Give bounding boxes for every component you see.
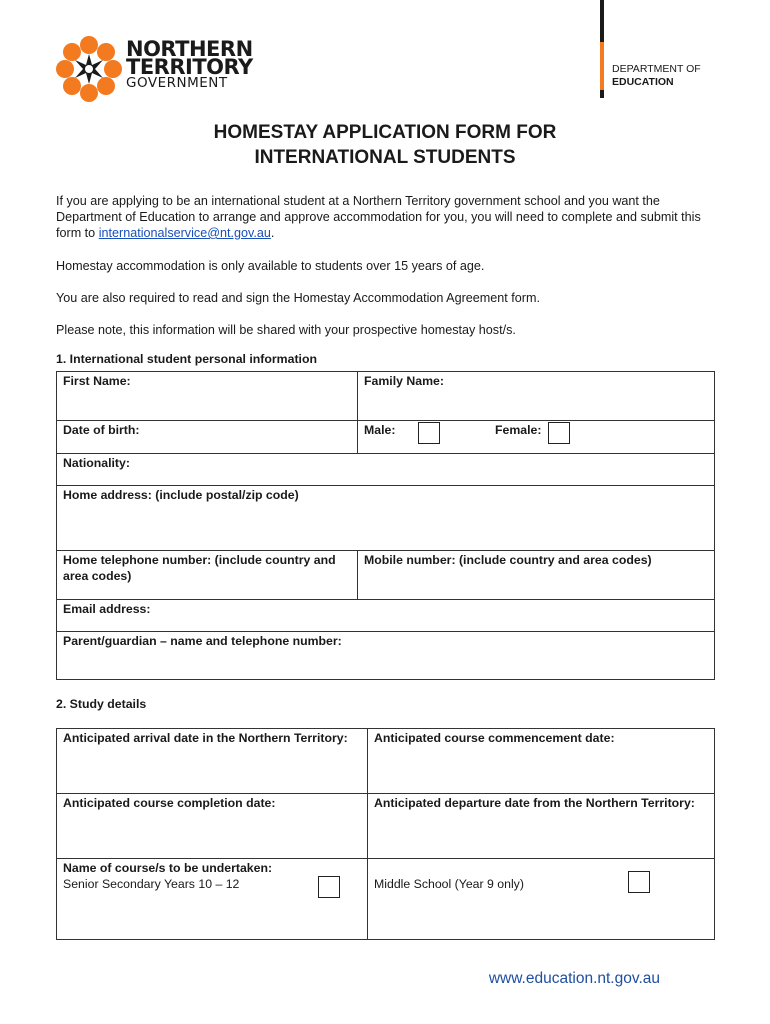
parent-guardian-field[interactable] bbox=[57, 632, 714, 679]
nt-government-logo bbox=[54, 34, 254, 104]
logo-line-2: TERRITORY bbox=[126, 55, 253, 79]
home-address-label: Home address: (include postal/zip code) bbox=[63, 488, 299, 502]
mobile-number-label: Mobile number: (include country and area codes) bbox=[364, 553, 652, 567]
age-requirement-text: Homestay accommodation is only available to students over 15 years of age. bbox=[56, 259, 485, 273]
nationality-field[interactable] bbox=[57, 454, 714, 486]
department-label bbox=[612, 63, 701, 89]
home-address-field[interactable] bbox=[57, 486, 714, 551]
intro-period: . bbox=[270, 226, 275, 240]
title-line-2: INTERNATIONAL STUDENTS bbox=[254, 147, 516, 168]
departure-date-field[interactable] bbox=[368, 794, 714, 859]
personal-info-table bbox=[56, 371, 715, 680]
female-checkbox[interactable] bbox=[548, 422, 570, 444]
study-details-table bbox=[56, 728, 715, 940]
male-checkbox[interactable] bbox=[418, 422, 440, 444]
privacy-note-text: Please note, this information will be shared with your prospective homestay host/s. bbox=[56, 323, 516, 337]
email-address-field[interactable] bbox=[57, 600, 714, 632]
first-name-label: First Name: bbox=[63, 374, 131, 388]
intro-text: If you are applying to be an international student at a Northern Territory government school and you want the Department of Education to arrange and approve accommodation for you, you will need to complete and submit this form to bbox=[56, 194, 701, 240]
middle-school-checkbox[interactable] bbox=[628, 871, 650, 893]
completion-date-field[interactable] bbox=[57, 794, 368, 859]
logo-line-1: NORTHERN bbox=[126, 37, 253, 61]
course-middle-cell bbox=[368, 859, 714, 939]
footer-website[interactable]: www.education.nt.gov.au bbox=[488, 970, 660, 987]
date-of-birth-field[interactable] bbox=[57, 421, 358, 454]
senior-secondary-label: Senior Secondary Years 10 – 12 bbox=[63, 877, 240, 891]
home-telephone-field[interactable] bbox=[57, 551, 358, 600]
course-senior-cell bbox=[57, 859, 368, 939]
nationality-label: Nationality: bbox=[63, 456, 130, 470]
intro-paragraph bbox=[56, 193, 716, 241]
agreement-text: You are also required to read and sign the Homestay Accommodation Agreement form. bbox=[56, 291, 540, 305]
senior-secondary-checkbox[interactable] bbox=[318, 876, 340, 898]
home-telephone-label: Home telephone number: (include country and area codes) bbox=[63, 553, 336, 583]
completion-date-label: Anticipated course completion date: bbox=[63, 796, 276, 810]
family-name-field[interactable] bbox=[358, 372, 714, 421]
departure-date-label: Anticipated departure date from the Northern Territory: bbox=[374, 796, 695, 810]
header-divider-accent bbox=[600, 42, 604, 90]
commencement-date-field[interactable] bbox=[368, 729, 714, 794]
logo-line-3: GOVERNMENT bbox=[126, 75, 228, 91]
department-line-1: DEPARTMENT OF bbox=[612, 63, 701, 75]
family-name-label: Family Name: bbox=[364, 374, 444, 388]
middle-school-label: Middle School (Year 9 only) bbox=[374, 877, 524, 891]
female-label: Female: bbox=[495, 423, 542, 437]
courses-label: Name of course/s to be undertaken: bbox=[63, 861, 273, 875]
department-line-2: EDUCATION bbox=[612, 76, 674, 88]
gender-cell bbox=[358, 421, 714, 454]
email-address-label: Email address: bbox=[63, 602, 151, 616]
page-title bbox=[0, 120, 770, 170]
date-of-birth-label: Date of birth: bbox=[63, 423, 140, 437]
logo-wordmark bbox=[126, 37, 253, 91]
email-link[interactable]: internationalservice@nt.gov.au bbox=[98, 226, 271, 240]
nt-flower-emblem-icon bbox=[54, 34, 124, 104]
arrival-date-label: Anticipated arrival date in the Northern Territory: bbox=[63, 731, 348, 745]
male-label: Male: bbox=[364, 423, 396, 437]
section-2-heading: 2. Study details bbox=[56, 697, 147, 711]
title-line-1: HOMESTAY APPLICATION FORM FOR bbox=[213, 122, 557, 143]
arrival-date-field[interactable] bbox=[57, 729, 368, 794]
mobile-number-field[interactable] bbox=[358, 551, 714, 600]
commencement-date-label: Anticipated course commencement date: bbox=[374, 731, 615, 745]
parent-guardian-label: Parent/guardian – name and telephone number: bbox=[63, 634, 342, 648]
first-name-field[interactable] bbox=[57, 372, 358, 421]
section-1-heading: 1. International student personal information bbox=[56, 352, 317, 366]
